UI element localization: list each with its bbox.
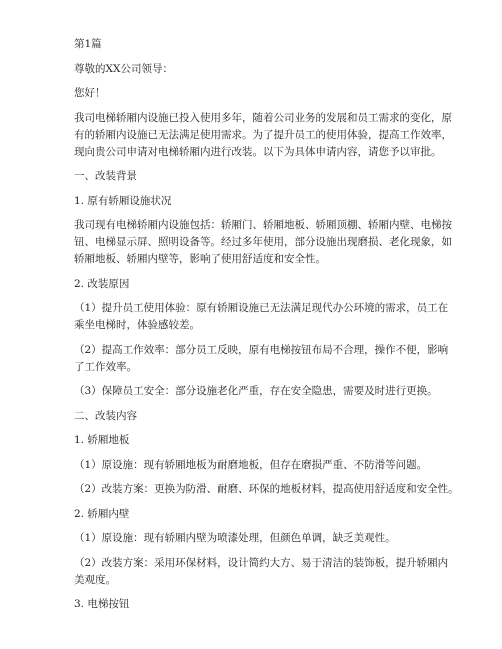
text-line: 钮、电梯显示屏、照明设备等。经过多年使用，部分设施出现磨损、老化现象，如	[74, 236, 452, 248]
list-item	[74, 481, 459, 498]
section-heading	[74, 168, 456, 185]
text-line: 1. 原有轿厢设施状况	[74, 194, 172, 207]
text-line: 一、改装背景	[74, 170, 137, 182]
subsection-heading	[74, 193, 456, 210]
text-line: （2）改装方案：采用环保材料，设计简约大方、易于清洁的装饰板，提升轿厢内	[74, 556, 449, 569]
text-line: 2. 轿厢内壁	[74, 507, 130, 520]
body-paragraph	[74, 217, 456, 268]
text-line: 尊敬的XX公司领导：	[74, 62, 173, 75]
greeting	[74, 85, 456, 102]
text-line: （3）保障员工安全：部分设施老化严重，存在安全隐患，需要及时进行更换。	[74, 385, 438, 397]
list-item	[74, 530, 456, 547]
text-line: 您好！	[74, 87, 106, 99]
text-line: 2. 改装原因	[74, 277, 130, 290]
text-line: 1. 轿厢地板	[74, 434, 130, 446]
text-line: 有的轿厢内设施已无法满足使用需求。为了提升员工的使用体验，提高工作效率，	[74, 128, 452, 141]
text-line: （1）原设施：现有轿厢内壁为喷漆处理，但颜色单调，缺乏美观性。	[74, 532, 396, 544]
subsection-heading	[74, 432, 456, 449]
text-line: （1）原设施：现有轿厢地板为耐磨地板，但存在磨损严重、不防滑等问题。	[74, 458, 428, 471]
text-line: 二、改装内容	[74, 409, 137, 422]
text-line: （2）提高工作效率：部分员工反映，原有电梯按钮布局不合理，操作不便，影响	[74, 343, 449, 356]
text-line: 乘坐电梯时，体验感较差。	[74, 319, 200, 331]
text-line: （1）提升员工使用体验：原有轿厢设施已无法满足现代办公环境的需求，员工在	[74, 302, 449, 314]
text-line: 第1篇	[74, 38, 102, 50]
subsection-heading	[74, 276, 456, 293]
list-item	[74, 457, 456, 474]
salutation	[74, 61, 456, 78]
text-line: 美观度。	[74, 573, 116, 586]
list-item	[74, 555, 456, 589]
text-line: 我司现有电梯轿厢内设施包括：轿厢门、轿厢地板、轿厢顶棚、轿厢内壁、电梯按	[74, 219, 452, 231]
list-item	[74, 300, 456, 334]
list-item	[74, 342, 456, 376]
section-heading	[74, 408, 456, 425]
intro-paragraph	[74, 110, 456, 161]
text-line: 现向贵公司申请对电梯轿厢内进行改装。以下为具体申请内容，请您予以审批。	[74, 145, 442, 158]
text-line: 3. 电梯按钮	[74, 598, 130, 610]
subsection-heading	[74, 506, 456, 523]
subsection-heading	[74, 596, 456, 613]
text-line: 轿厢地板、轿厢内壁等，影响了使用舒适度和安全性。	[74, 253, 326, 265]
text-line: （2）改装方案：更换为防滑、耐磨、环保的地板材料，提高使用舒适度和安全性。	[74, 483, 459, 495]
text-line: 我司电梯轿厢内设施已投入使用多年，随着公司业务的发展和员工需求的变化，原	[74, 111, 452, 124]
list-item	[74, 383, 456, 400]
text-line: 了工作效率。	[74, 360, 137, 373]
heading-part	[74, 36, 456, 53]
